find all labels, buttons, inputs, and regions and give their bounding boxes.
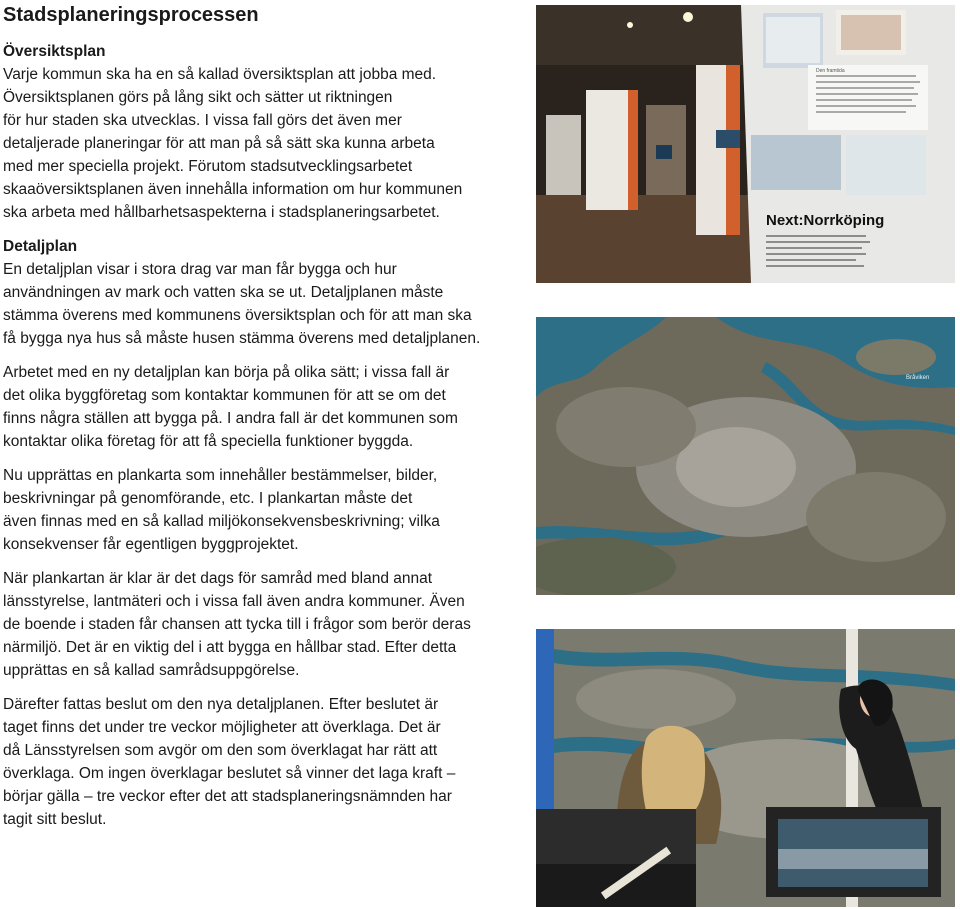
paragraph-line: börjar gälla – tre veckor efter det att stadsplaneringsnämnden har — [3, 788, 452, 805]
section-heading: Översiktsplan — [3, 43, 106, 60]
paragraph-line: med mer speciella projekt. Förutom stadsutvecklingsarbetet — [3, 158, 413, 175]
paragraph-line: Arbetet med en ny detaljplan kan börja på olika sätt; i vissa fall är — [3, 364, 450, 381]
paragraph-line: även finnas med en så kallad miljökonsekvensbeskrivning; vilka — [3, 513, 440, 530]
text-column — [3, 0, 523, 831]
paragraph-line: länsstyrelse, lantmäteri och i vissa fall även andra kommuner. Även — [3, 593, 465, 610]
paragraph-line: få bygga nya hus så måste husen stämma överens med detaljplanen. — [3, 330, 481, 347]
paragraph-line: överklaga. Om ingen överklagar beslutet så vinner det laga kraft – — [3, 765, 456, 782]
paragraph-line: då Länsstyrelsen som avgör om den som överklagat har rätt att — [3, 742, 438, 759]
section-oversiktsplan — [3, 40, 523, 224]
paragraph-line: finns några ställen att bygga på. I andra fall är det kommunen som — [3, 410, 458, 427]
paragraph-line: detaljerade planeringar för att man på så sätt ska kunna arbeta — [3, 135, 435, 152]
paragraph-line: skaaöversiktsplanen även innehålla information om hur kommunen — [3, 181, 463, 198]
paragraph-line: stämma överens med kommunens översiktsplan och för att man ska — [3, 307, 472, 324]
poster-caption: Den framtida — [816, 68, 845, 74]
paragraph-line: närmiljö. Det är en viktig del i att bygga en hållbar stad. Efter detta — [3, 639, 457, 656]
paragraph-plankarta — [3, 464, 523, 556]
paragraph-line: Därefter fattas beslut om den nya detaljplanen. Efter beslutet är — [3, 696, 439, 713]
paragraph-samrad — [3, 567, 523, 682]
paragraph-line: för hur staden ska utvecklas. I vissa fall görs det även mer — [3, 112, 402, 129]
aerial-label: Bråviken — [906, 375, 930, 381]
section-detaljplan — [3, 235, 523, 350]
paragraph-line: de boende i staden får chansen att tycka till i frågor som berör deras — [3, 616, 471, 633]
paragraph-beslut — [3, 693, 523, 831]
paragraph-line: En detaljplan visar i stora drag var man får bygga och hur — [3, 261, 397, 278]
paragraph-arbetet — [3, 361, 523, 453]
section-heading: Detaljplan — [3, 238, 78, 255]
exhibition-photo — [536, 5, 955, 283]
paragraph-line: det olika byggföretag som kontaktar kommunen för att se om det — [3, 387, 446, 404]
paragraph-line: När plankartan är klar är det dags för samråd med bland annat — [3, 570, 433, 587]
paragraph-line: Översiktsplanen görs på lång sikt och sätter ut riktningen — [3, 89, 393, 106]
paragraph-line: Varje kommun ska ha en så kallad översiktsplan att jobba med. — [3, 66, 437, 83]
paragraph-line: taget finns det under tre veckor möjligheter att överklaga. Det är — [3, 719, 441, 736]
aerial-photo — [536, 317, 955, 595]
paragraph-line: Nu upprättas en plankarta som innehåller bestämmelser, bilder, — [3, 467, 438, 484]
paragraph-line: beskrivningar på genomförande, etc. I plankartan måste det — [3, 490, 413, 507]
paragraph-line: tagit sitt beslut. — [3, 811, 107, 828]
page-title: Stadsplaneringsprocessen — [3, 4, 259, 26]
paragraph-line: konsekvenser får egentligen byggprojektet. — [3, 536, 299, 553]
poster-title: Next:Norrköping — [766, 212, 885, 229]
paragraph-line: användningen av mark och vatten ska se ut. Detaljplanen måste — [3, 284, 444, 301]
paragraph-line: kontaktar olika företag för att få speciella funktioner byggda. — [3, 433, 414, 450]
paragraph-line: upprättas en så kallad samrådsuppgörelse. — [3, 662, 300, 679]
paragraph-line: ska arbeta med hållbarhetsaspekterna i stadsplaneringsarbetet. — [3, 204, 440, 221]
map-table-photo — [536, 629, 955, 907]
